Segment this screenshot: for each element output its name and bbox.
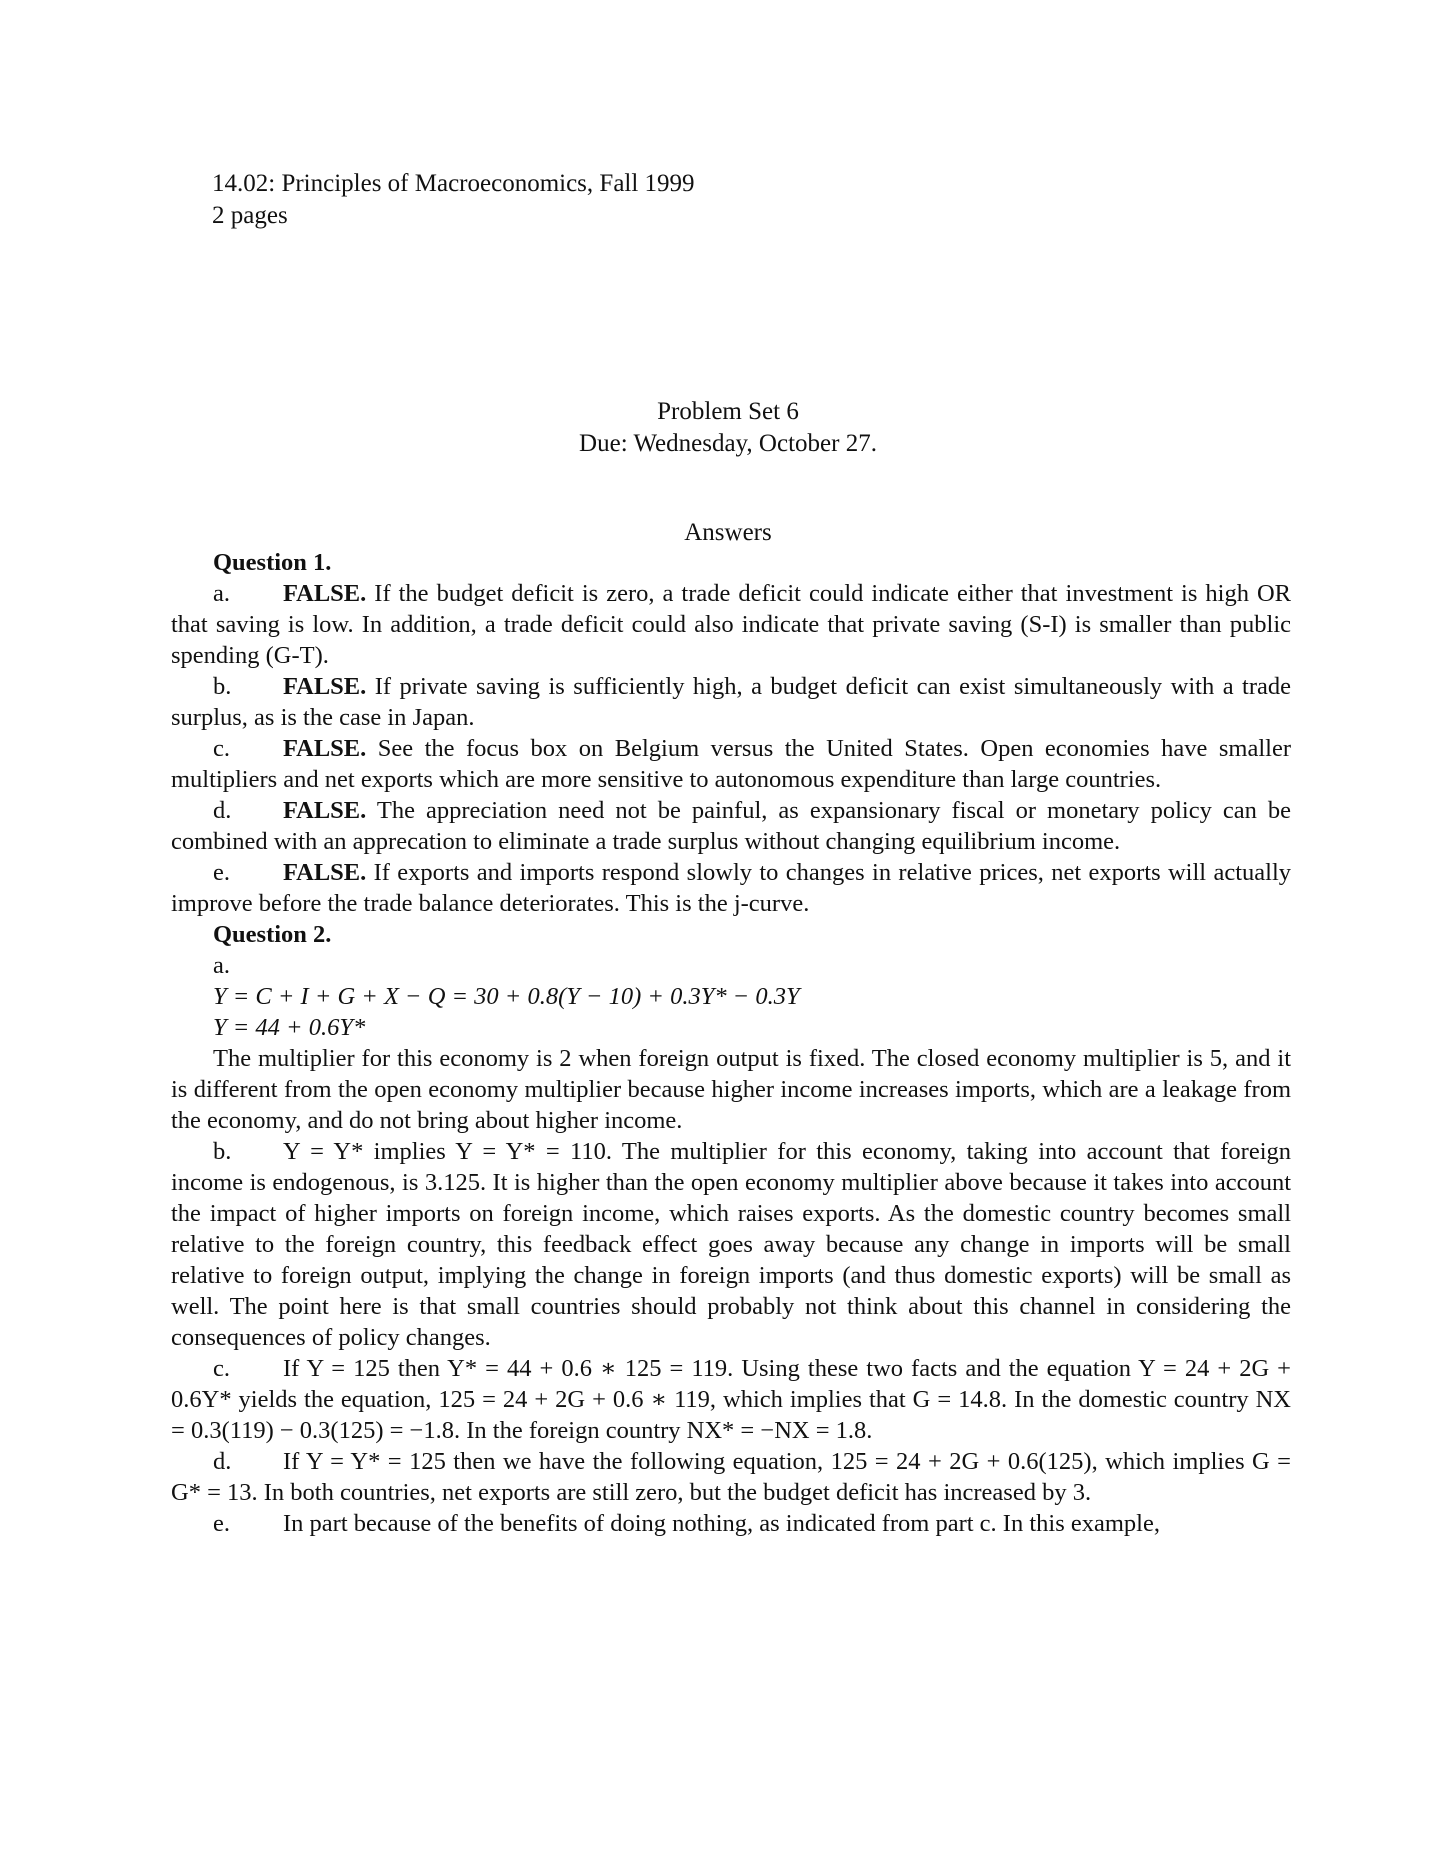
q1-item-c <box>171 733 1291 795</box>
item-letter: a. <box>213 580 230 607</box>
item-letter: e. <box>213 859 230 886</box>
q1-item-b <box>171 671 1291 733</box>
answers-body <box>171 547 1291 1539</box>
q2-part-d <box>171 1446 1291 1508</box>
item-letter: e. <box>213 1510 230 1537</box>
item-text: If Y = Y* = 125 then we have the following equation, 125 = 24 + 2G + 0.6(125), which implies G = G* = 13. In both countries, net exports are still zero, but the budget deficit has increased by 3. <box>171 1448 1291 1506</box>
question-1-heading: Question 1. <box>213 549 332 576</box>
item-letter: b. <box>213 673 232 700</box>
course-header <box>212 168 695 232</box>
answers-heading: Answers <box>684 519 772 546</box>
item-text: Y = Y* implies Y = Y* = 110. The multiplier for this economy, taking into account that foreign income is endogenous, is 3.125. It is higher than the open economy multiplier above because it takes into account the impact of higher imports on foreign income, which raises exports. As the domestic country becomes small relative to the foreign country, this feedback effect goes away because any change in imports will be small relative to foreign output, implying the change in foreign imports (and thus domestic exports) will be small as well. The point here is that small countries should probably not think about this channel in considering the consequences of policy changes. <box>171 1138 1291 1351</box>
due-date: Due: Wednesday, October 27. <box>579 430 877 457</box>
verdict-label: FALSE. <box>283 580 367 607</box>
course-title: 14.02: Principles of Macroeconomics, Fall 1999 <box>212 170 695 197</box>
problem-set-title <box>0 396 1456 460</box>
q2-part-c <box>171 1353 1291 1446</box>
item-text: The appreciation need not be painful, as expansionary fiscal or monetary policy can be combined with an apprecation to eliminate a trade surplus without changing equilibrium income. <box>171 797 1291 855</box>
verdict-label: FALSE. <box>283 859 367 886</box>
item-letter: d. <box>213 797 232 824</box>
verdict-label: FALSE. <box>283 735 367 762</box>
verdict-label: FALSE. <box>283 797 367 824</box>
page-count: 2 pages <box>212 202 288 229</box>
question-2-heading: Question 2. <box>213 921 332 948</box>
item-letter: b. <box>213 1138 232 1165</box>
item-text: In part because of the benefits of doing nothing, as indicated from part c. In this example, <box>283 1510 1160 1537</box>
q2-part-b <box>171 1136 1291 1353</box>
verdict-label: FALSE. <box>283 673 367 700</box>
item-text: If the budget deficit is zero, a trade deficit could indicate either that investment is high OR that saving is low. In addition, a trade deficit could also indicate that private saving (S-I) is smaller than public spending (G-T). <box>171 580 1291 669</box>
q2-part-a-text: The multiplier for this economy is 2 when foreign output is fixed. The closed economy multiplier is 5, and it is different from the open economy multiplier because higher income increases imports, which are a leakage from the economy, and do not bring about higher income. <box>171 1045 1291 1134</box>
equation-income: Y = C + I + G + X − Q = 30 + 0.8(Y − 10) + 0.3Y* − 0.3Y <box>213 983 800 1010</box>
q1-item-d <box>171 795 1291 857</box>
item-text: If private saving is sufficiently high, a budget deficit can exist simultaneously with a trade surplus, as is the case in Japan. <box>171 673 1292 731</box>
q2-part-e <box>171 1508 1291 1539</box>
item-letter: c. <box>213 1355 230 1382</box>
item-letter: d. <box>213 1448 232 1475</box>
item-text: See the focus box on Belgium versus the United States. Open economies have smaller multipliers and net exports which are more sensitive to autonomous expenditure than large countries. <box>171 735 1292 793</box>
problem-set-name: Problem Set 6 <box>657 398 799 425</box>
q2-part-a-letter: a. <box>213 952 230 979</box>
item-text: If exports and imports respond slowly to changes in relative prices, net exports will actually improve before the trade balance deteriorates. This is the j-curve. <box>171 859 1291 917</box>
q1-item-e <box>171 857 1291 919</box>
item-text: If Y = 125 then Y* = 44 + 0.6 ∗ 125 = 119. Using these two facts and the equation Y = 24 + 2G + 0.6Y* yields the equation, 125 = 24 + 2G + 0.6 ∗ 119, which implies that G = 14.8. In the domestic country NX = 0.3(119) − 0.3(125) = −1.8. In the foreign country NX* = −NX = 1.8. <box>171 1355 1291 1444</box>
q1-item-a <box>171 578 1291 671</box>
equation-reduced: Y = 44 + 0.6Y* <box>213 1014 366 1041</box>
item-letter: c. <box>213 735 230 762</box>
